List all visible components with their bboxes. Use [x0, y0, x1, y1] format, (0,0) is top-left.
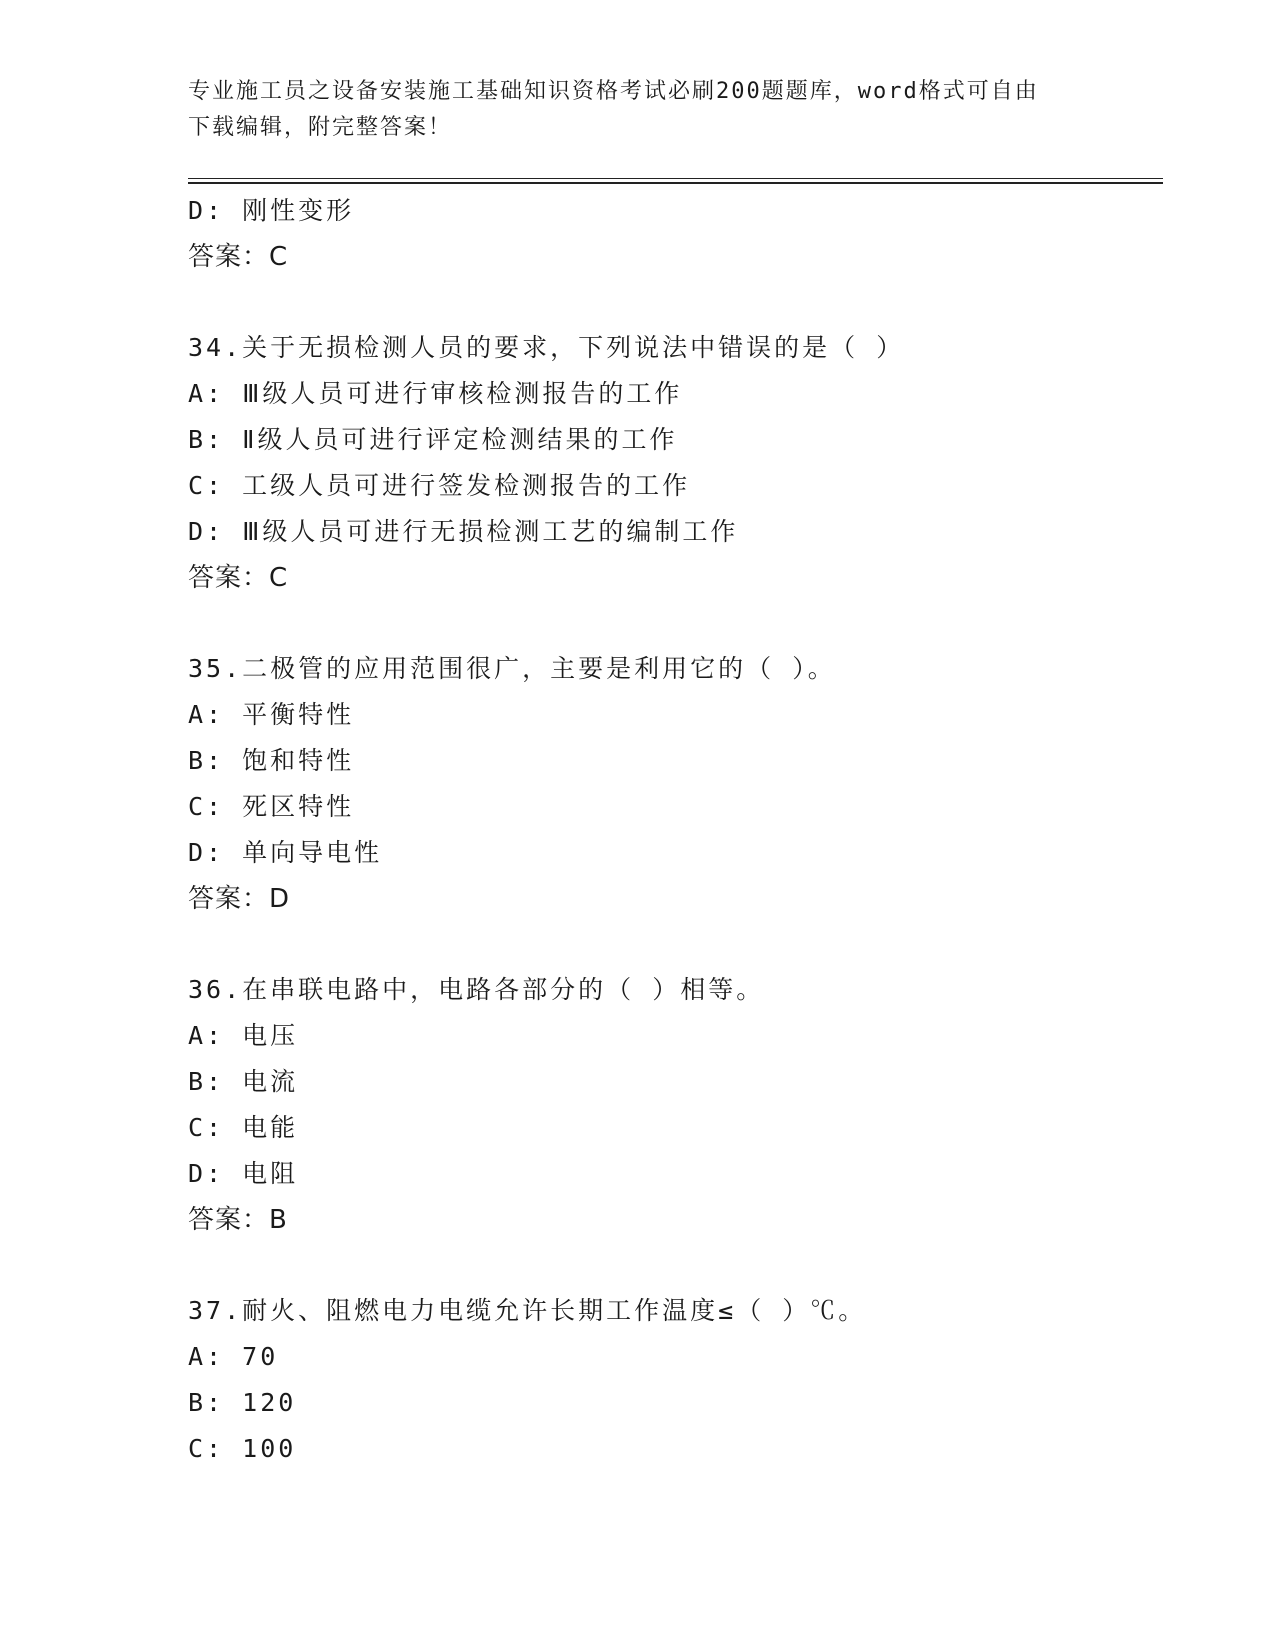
option-a: A: 70 [188, 1342, 279, 1371]
option-d: D: 刚性变形 [188, 196, 355, 225]
title-line-2: 下载编辑，附完整答案！ [188, 115, 453, 140]
spacer [188, 922, 1163, 967]
option-a: A: 平衡特性 [188, 700, 355, 729]
option-d: D: 电阻 [188, 1159, 299, 1188]
question-stem: 34.关于无损检测人员的要求，下列说法中错误的是（ ） [188, 333, 905, 362]
spacer [188, 1243, 1163, 1288]
spacer [188, 280, 1163, 325]
option-a: A: 电压 [188, 1021, 299, 1050]
spacer [188, 601, 1163, 646]
question-37 [188, 1288, 1163, 1472]
title-line-1: 专业施工员之设备安装施工基础知识资格考试必刷200题题库，word格式可自由 [188, 79, 1039, 104]
option-b: B: Ⅱ级人员可进行评定检测结果的工作 [188, 425, 678, 454]
question-stem: 35.二极管的应用范围很广，主要是利用它的（ ）。 [188, 654, 836, 683]
option-d: D: Ⅲ级人员可进行无损检测工艺的编制工作 [188, 517, 739, 546]
question-list [188, 188, 1163, 1472]
header-divider-thick [188, 182, 1163, 184]
question-stem: 36.在串联电路中，电路各部分的（ ）相等。 [188, 975, 765, 1004]
option-d: D: 单向导电性 [188, 838, 383, 867]
answer-line: 答案：C [188, 242, 289, 272]
question-stem: 37.耐火、阻燃电力电缆允许长期工作温度≤（ ）℃。 [188, 1296, 867, 1325]
option-b: B: 电流 [188, 1067, 299, 1096]
answer-line: 答案：B [188, 1205, 288, 1235]
option-c: C: 死区特性 [188, 792, 355, 821]
option-c: C: 电能 [188, 1113, 299, 1142]
option-a: A: Ⅲ级人员可进行审核检测报告的工作 [188, 379, 683, 408]
option-c: C: 工级人员可进行签发检测报告的工作 [188, 471, 691, 500]
header-divider-thin [188, 178, 1163, 179]
question-34 [188, 325, 1163, 601]
option-b: B: 120 [188, 1388, 297, 1417]
document-title [188, 74, 1088, 146]
answer-line: 答案：D [188, 884, 291, 914]
option-b: B: 饱和特性 [188, 746, 355, 775]
question-35 [188, 646, 1163, 922]
question-33-tail [188, 188, 1163, 280]
option-c: C: 100 [188, 1434, 297, 1463]
question-36 [188, 967, 1163, 1243]
answer-line: 答案：C [188, 563, 289, 593]
